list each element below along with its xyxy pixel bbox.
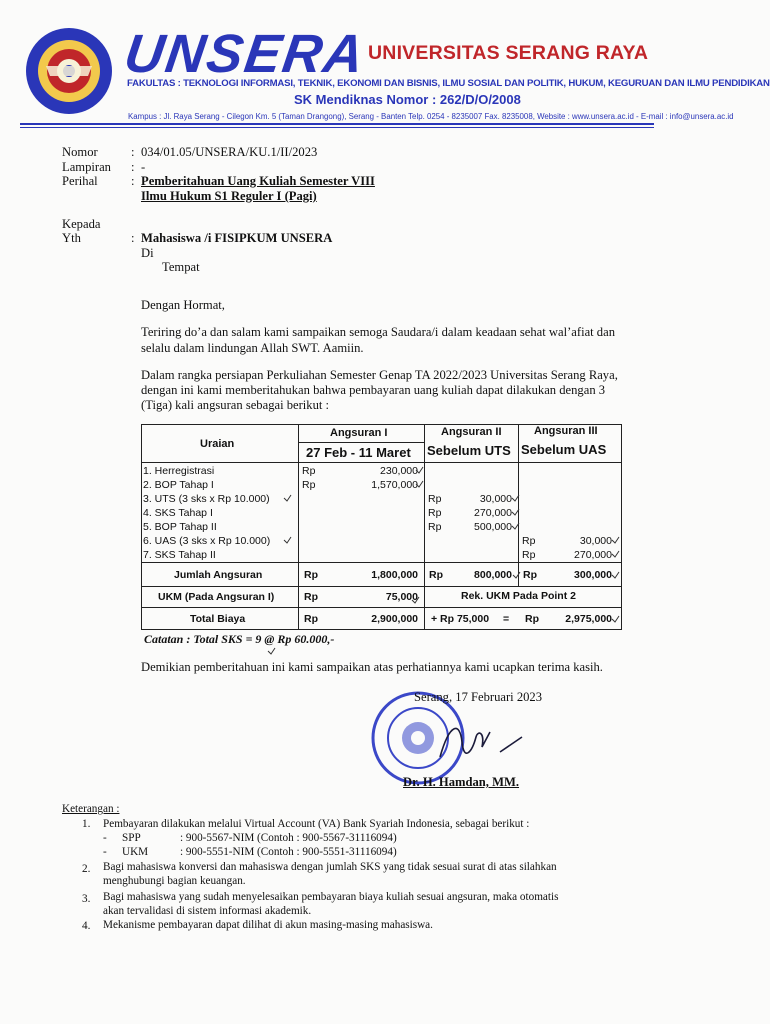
notes-title: Keterangan :	[62, 803, 120, 815]
signature-name: Dr. H. Hamdan, MM.	[403, 775, 520, 789]
yth-label: Yth	[62, 231, 81, 245]
yth-colon: :	[131, 231, 135, 245]
paragraph1-line2: selalu dalam lindungan Allah SWT. Aamiin.	[141, 341, 364, 355]
total-equals: =	[503, 613, 510, 625]
note-2-line2: menghubungi bagian keuangan.	[103, 875, 246, 887]
ukm-rp: Rp	[304, 591, 318, 603]
lampiran-value: -	[141, 160, 146, 174]
lampiran-colon: :	[131, 160, 135, 174]
jumlah-rp: Rp	[304, 569, 318, 581]
note-dash: -	[103, 832, 107, 844]
note-number: 2.	[82, 863, 91, 875]
lampiran-label: Lampiran	[62, 160, 111, 174]
recipient-tempat: Tempat	[162, 260, 200, 274]
greeting: Dengan Hormat,	[141, 298, 225, 312]
a1-bop: 1,570,000	[371, 479, 418, 491]
nomor-value: 034/01.05/UNSERA/KU.1/II/2023	[141, 145, 318, 159]
a3-rp: Rp	[522, 535, 536, 547]
paragraph2-line3: (Tiga) kali angsuran sebagai berikut :	[141, 398, 330, 412]
a3-rp: Rp	[522, 549, 536, 561]
ukm-a1: 75,000	[385, 591, 418, 603]
table-item: 6. UAS (3 sks x Rp 10.000)	[143, 535, 271, 547]
total-final: 2,975,000	[565, 613, 612, 625]
table-item: 4. SKS Tahap I	[143, 507, 213, 519]
table-header-angsuran3-sub: Sebelum UAS	[521, 442, 607, 457]
perihal-label: Perihal	[62, 174, 98, 188]
catatan: Catatan : Total SKS = 9 @ Rp 60.000,-	[144, 632, 335, 646]
total-plus-ukm: + Rp 75,000	[431, 613, 490, 625]
total-rp: Rp	[525, 613, 539, 625]
note-number: 4.	[82, 920, 91, 932]
note-dash: -	[103, 846, 107, 858]
table-item: 7. SKS Tahap II	[143, 549, 216, 561]
kepada-label: Kepada	[62, 217, 101, 231]
total-a1: 2,900,000	[371, 613, 418, 625]
note-3-line1: Bagi mahasiswa yang sudah menyelesaikan pembayaran biaya kuliah sesuai angsuran, maka otomatis	[103, 891, 559, 903]
table-header-angsuran1: Angsuran I	[330, 427, 388, 439]
note-1: Pembayaran dilakukan melalui Virtual Account (VA) Bank Syariah Indonesia, sebagai berikut :	[103, 818, 530, 830]
table-header-angsuran2: Angsuran II	[441, 426, 502, 438]
table-header-angsuran3: Angsuran III	[534, 425, 598, 437]
table-header-uraian: Uraian	[200, 438, 235, 450]
total-rp: Rp	[304, 613, 318, 625]
paragraph1-line1: Teriring do’a dan salam kami sampaikan semoga Saudara/i dalam keadaan sehat wal’afiat dan	[141, 325, 615, 339]
table-item: 3. UTS (3 sks x Rp 10.000)	[143, 493, 270, 505]
ukm-note: Rek. UKM Pada Point 2	[461, 590, 576, 602]
total-label: Total Biaya	[190, 613, 246, 625]
a1-rp: Rp	[302, 465, 316, 477]
nomor-label: Nomor	[62, 145, 98, 159]
handwritten-signature	[430, 712, 525, 772]
note-spp-value: : 900-5567-NIM (Contoh : 900-5567-31116094)	[180, 832, 397, 844]
jumlah-a2: 800,000	[474, 569, 512, 581]
closing-text: Demikian pemberitahuan ini kami sampaikan atas perhatiannya kami ucapkan terima kasih.	[141, 660, 603, 674]
note-spp-label: SPP	[122, 832, 141, 844]
perihal-line1: Pemberitahuan Uang Kuliah Semester VIII	[141, 174, 375, 188]
perihal-line2: Ilmu Hukum S1 Reguler I (Pagi)	[141, 189, 317, 203]
table-item: 1. Herregistrasi	[143, 465, 215, 477]
note-2-line1: Bagi mahasiswa konversi dan mahasiswa dengan jumlah SKS yang tidak sesuai surat di atas silahkan	[103, 861, 557, 873]
jumlah-rp: Rp	[523, 569, 537, 581]
signature-place-date: Serang, 17 Februari 2023	[414, 690, 543, 704]
note-3-line2: akan tervalidasi di sistem informasi akademik.	[103, 905, 312, 917]
header-faculties: FAKULTAS : TEKNOLOGI INFORMASI, TEKNIK, EKONOMI DAN BISNIS, ILMU SOSIAL DAN POLITIK, HUKUM, KEGURUAN DAN ILMU PENDIDIKAN	[127, 78, 770, 89]
table-header-angsuran1-date: 27 Feb - 11 Maret	[306, 445, 411, 460]
a2-rp: Rp	[428, 493, 442, 505]
ukm-label: UKM (Pada Angsuran I)	[158, 591, 275, 603]
header-logo-text: UNSERA	[120, 24, 370, 84]
a1-rp: Rp	[302, 479, 316, 491]
paragraph2-line1: Dalam rangka persiapan Perkuliahan Semester Genap TA 2022/2023 Universitas Serang Raya,	[141, 368, 618, 382]
perihal-colon: :	[131, 174, 135, 188]
header-university-name: UNIVERSITAS SERANG RAYA	[368, 42, 649, 64]
header-sk-number: SK Mendiknas Nomor : 262/D/O/2008	[294, 92, 521, 107]
jumlah-a1: 1,800,000	[371, 569, 418, 581]
table-item: 2. BOP Tahap I	[143, 479, 214, 491]
table-header-angsuran2-sub: Sebelum UTS	[427, 443, 511, 458]
note-number: 1.	[82, 818, 91, 830]
jumlah-label: Jumlah Angsuran	[174, 569, 263, 581]
paragraph2-line2: dengan ini kami memberitahukan bahwa pembayaran uang kuliah dapat dilakukan dengan 3	[141, 383, 606, 397]
header-address: Kampus : Jl. Raya Serang - Cilegon Km. 5 (Taman Drangong), Serang - Banten Telp. 0254 - 8235007 Fax. 8235008, Website : www.unsera.ac.id - E-mail : info@unsera.ac.id	[128, 112, 734, 121]
jumlah-a3: 300,000	[574, 569, 612, 581]
a2-rp: Rp	[428, 507, 442, 519]
a3-uas: 30,000	[579, 535, 612, 547]
recipient-name: Mahasiswa /i FISIPKUM UNSERA	[141, 231, 333, 245]
a3-sks: 270,000	[574, 549, 612, 561]
a1-herregistrasi: 230,000	[380, 465, 418, 477]
note-ukm-label: UKM	[122, 846, 149, 858]
a2-sks: 270,000	[474, 507, 512, 519]
jumlah-rp: Rp	[429, 569, 443, 581]
a2-uts: 30,000	[479, 493, 512, 505]
a2-bop: 500,000	[474, 521, 512, 533]
note-ukm-value: : 900-5551-NIM (Contoh : 900-5551-31116094)	[180, 846, 397, 858]
a2-rp: Rp	[428, 521, 442, 533]
nomor-colon: :	[131, 145, 135, 159]
table-item: 5. BOP Tahap II	[143, 521, 217, 533]
note-number: 3.	[82, 893, 91, 905]
note-4: Mekanisme pembayaran dapat dilihat di akun masing-masing mahasiswa.	[103, 919, 433, 931]
recipient-di: Di	[141, 246, 154, 260]
